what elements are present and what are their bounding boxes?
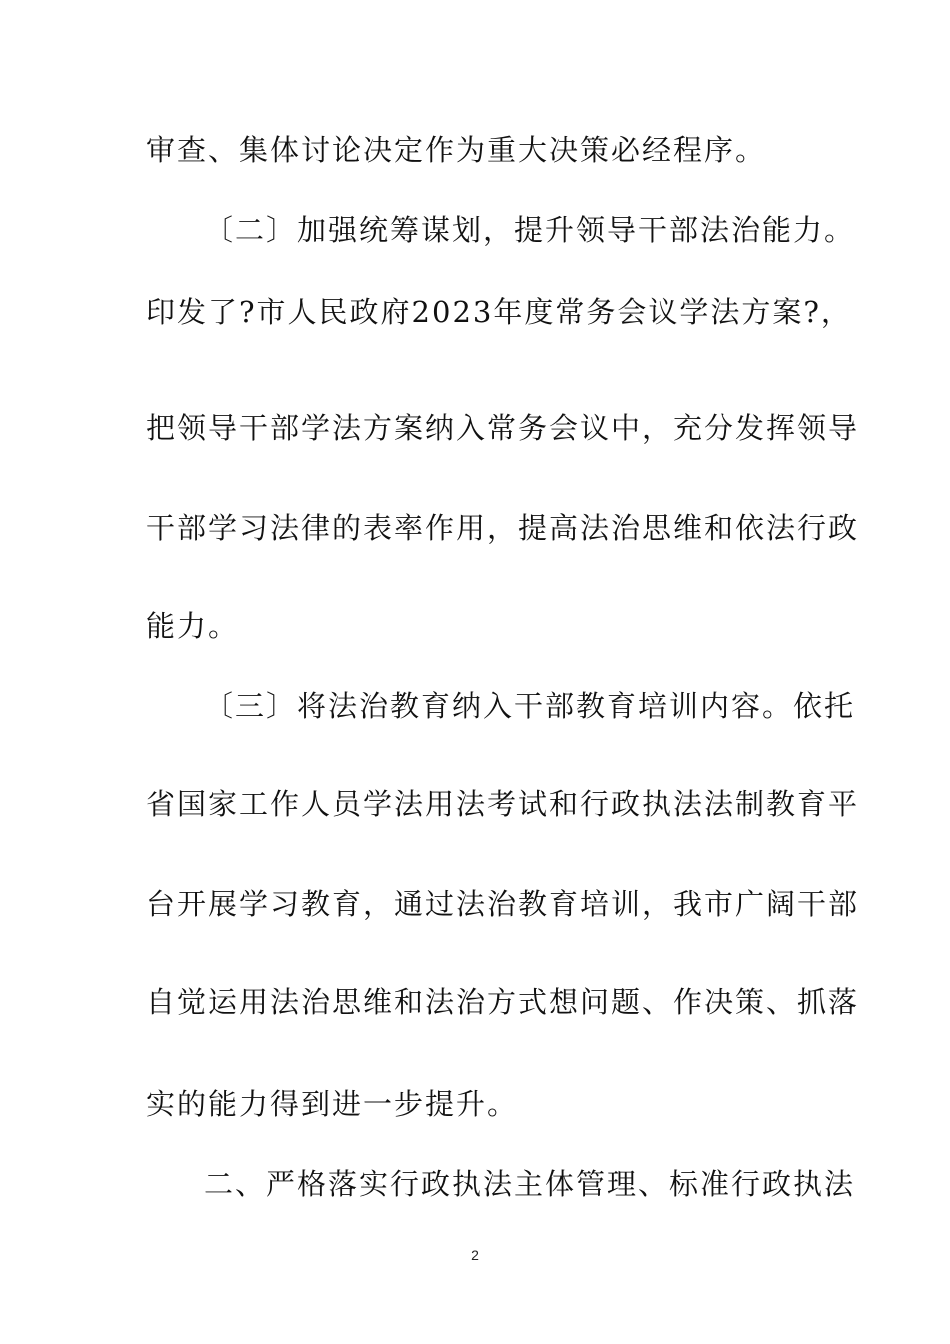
section-heading: 二、严格落实行政执法主体管理、标准行政执法 xyxy=(204,1167,856,1201)
paragraph-line: 省国家工作人员学法用法考试和行政执法法制教育平 xyxy=(146,787,860,821)
paragraph-line: 审查、集体讨论决定作为重大决策必经程序。 xyxy=(146,133,767,167)
section-heading: 〔三〕将法治教育纳入干部教育培训内容。依托 xyxy=(204,689,856,723)
paragraph-line: 实的能力得到进一步提升。 xyxy=(146,1087,519,1121)
paragraph-line: 把领导干部学法方案纳入常务会议中，充分发挥领导 xyxy=(146,411,860,445)
section-heading: 〔二〕加强统筹谋划，提升领导干部法治能力。 xyxy=(204,213,856,247)
page-number: 2 xyxy=(471,1247,479,1263)
paragraph-line: 能力。 xyxy=(146,609,240,643)
paragraph-line: 自觉运用法治思维和法治方式想问题、作决策、抓落 xyxy=(146,985,860,1019)
paragraph-line: 印发了?市人民政府2023年度常务会议学法方案?， xyxy=(146,295,852,329)
paragraph-line: 干部学习法律的表率作用，提高法治思维和依法行政 xyxy=(146,511,860,545)
paragraph-line: 台开展学习教育，通过法治教育培训，我市广阔干部 xyxy=(146,887,860,921)
